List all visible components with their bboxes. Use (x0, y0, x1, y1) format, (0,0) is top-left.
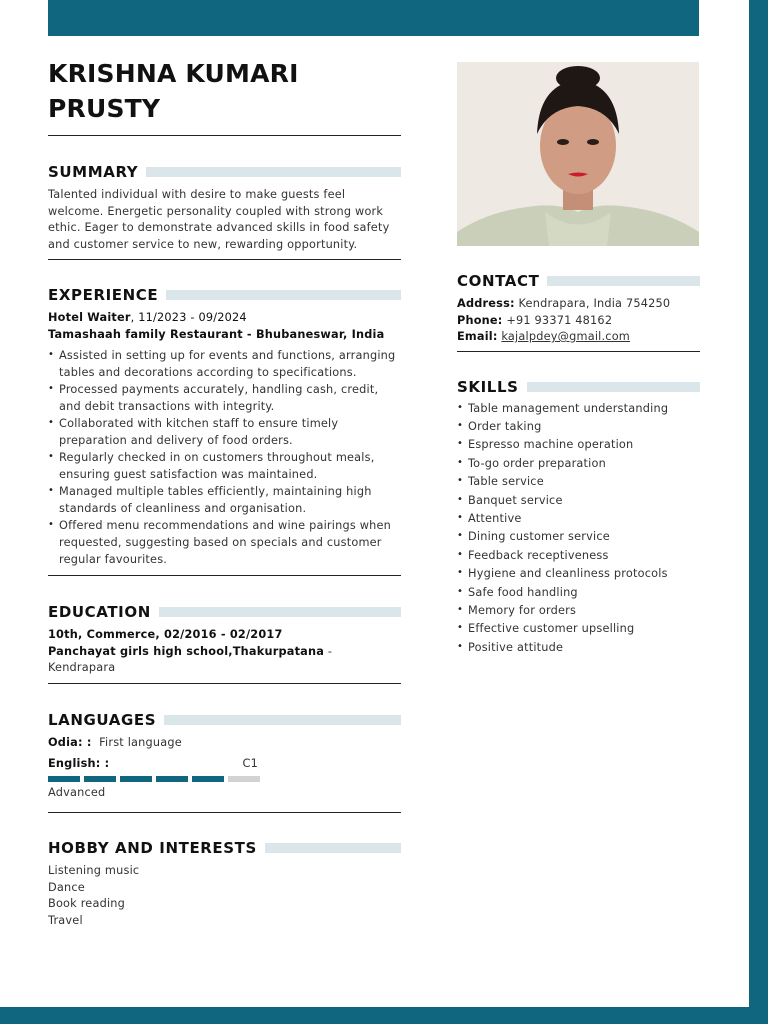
top-accent-bar (48, 0, 699, 36)
list-item: • Regularly checked in on customers throughout meals, ensuring guest satisfaction was maintained. (48, 449, 401, 483)
contact-phone (457, 313, 700, 330)
profile-photo (457, 62, 699, 246)
hobbies-header-line (265, 843, 401, 853)
summary-header (48, 163, 401, 181)
list-item: • Effective customer upselling (457, 620, 700, 638)
languages-header (48, 711, 401, 729)
list-item: Book reading (48, 897, 126, 910)
contact-title: CONTACT (457, 272, 540, 290)
list-item: • Attentive (457, 510, 700, 528)
summary-section (48, 163, 401, 253)
list-item: Dance (48, 880, 85, 894)
list-item: • Table service (457, 473, 700, 491)
english-label: English: : (48, 757, 110, 770)
list-item: Listening music (48, 864, 140, 877)
address-label: Address: (457, 297, 515, 310)
proficiency-segment-filled (48, 776, 80, 782)
skills-header-line (527, 382, 700, 392)
proficiency-segment-filled (120, 776, 152, 782)
job-dates: , 11/2023 - 09/2024 (130, 311, 247, 324)
summary-title: SUMMARY (48, 163, 139, 181)
skills-list (457, 400, 700, 658)
left-column (48, 56, 401, 929)
skills-title: SKILLS (457, 377, 519, 396)
odia-level: First language (99, 735, 182, 749)
list-item: • Positive attitude (457, 639, 700, 657)
contact-section (457, 272, 700, 346)
languages-header-line (164, 715, 401, 725)
contact-divider (457, 351, 700, 352)
languages-section (48, 711, 401, 802)
field-dates: , Commerce, 02/2016 - 02/2017 (77, 628, 283, 641)
education-title: EDUCATION (48, 603, 151, 621)
school-location-sep: - (324, 644, 333, 658)
hobbies-section (48, 839, 401, 929)
right-accent-bar (749, 0, 768, 1024)
email-link[interactable]: kajalpdey@gmail.com (501, 330, 631, 343)
language-odia (48, 735, 401, 752)
summary-text: Talented individual with desire to make guests feel welcome. Energetic personality coupled with strong work ethic. Eager to demonstrate advanced skills in food safety and customer service to new, rewarding opportunity. (48, 188, 390, 251)
list-item: • Processed payments accurately, handling cash, credit, and debit transactions with integrity. (48, 381, 401, 415)
list-item: • Assisted in setting up for events and functions, arranging tables and decorations according to specifications. (48, 347, 401, 381)
education-heading (48, 627, 401, 644)
language-english (48, 756, 258, 773)
odia-label: Odia: : (48, 735, 92, 749)
school-line (48, 644, 401, 661)
list-item: • To-go order preparation (457, 455, 700, 473)
list-item: • Espresso machine operation (457, 436, 700, 454)
languages-title: LANGUAGES (48, 710, 157, 729)
education-header (48, 603, 401, 621)
name-line-1: KRISHNA KUMARI (48, 59, 299, 88)
experience-header (48, 286, 401, 304)
contact-header-line (547, 276, 700, 286)
list-item: • Dining customer service (457, 528, 700, 546)
english-level: Advanced (48, 785, 106, 799)
proficiency-segment-filled (84, 776, 116, 782)
list-item: Travel (48, 913, 83, 927)
education-section (48, 603, 401, 677)
list-item: • Table management understanding (457, 400, 700, 418)
list-item: • Safe food handling (457, 584, 700, 602)
contact-address (457, 296, 700, 313)
hobbies-title: HOBBY AND INTERESTS (48, 839, 257, 857)
experience-title: EXPERIENCE (48, 286, 159, 304)
employer: Tamashaah family Restaurant - Bhubaneswar, India (48, 327, 385, 341)
email-label: Email: (457, 330, 498, 343)
candidate-name (48, 56, 401, 126)
name-line-2: PRUSTY (48, 94, 161, 123)
hobbies-header (48, 839, 401, 857)
english-code: C1 (242, 757, 258, 770)
address-value: Kendrapara, India 754250 (518, 297, 671, 310)
list-item: • Collaborated with kitchen staff to ensure timely preparation and delivery of food orders. (48, 415, 401, 449)
education-divider (48, 683, 401, 684)
skills-section (457, 378, 700, 658)
english-proficiency-bar (48, 776, 401, 782)
list-item: • Banquet service (457, 492, 700, 510)
proficiency-segment-filled (192, 776, 224, 782)
degree: 10th (48, 628, 78, 641)
education-header-line (159, 607, 401, 617)
school-name: Panchayat girls high school,Thakurpatana (48, 644, 325, 658)
bottom-accent-bar (0, 1007, 768, 1024)
list-item: • Managed multiple tables efficiently, maintaining high standards of cleanliness and organisation. (48, 483, 401, 517)
list-item: • Feedback receptiveness (457, 547, 700, 565)
languages-divider (48, 812, 401, 813)
list-item: • Order taking (457, 418, 700, 436)
contact-header (457, 272, 700, 290)
skills-header (457, 378, 700, 396)
proficiency-segment-empty (228, 776, 260, 782)
phone-label: Phone: (457, 313, 503, 327)
contact-email (457, 329, 700, 346)
job-title: Hotel Waiter (48, 311, 131, 324)
list-item: • Hygiene and cleanliness protocols (457, 565, 700, 583)
proficiency-segment-filled (156, 776, 188, 782)
experience-bullets (48, 347, 401, 568)
list-item: • Memory for orders (457, 602, 700, 620)
phone-value: +91 93371 48162 (506, 313, 613, 327)
school-location: Kendrapara (48, 661, 116, 674)
experience-divider (48, 575, 401, 576)
right-column (457, 62, 700, 657)
summary-divider (48, 259, 401, 260)
summary-header-line (146, 167, 401, 177)
profile-photo-illustration (457, 62, 699, 246)
experience-header-line (166, 290, 401, 300)
list-item: • Offered menu recommendations and wine pairings when requested, suggesting based on specials and customer regular favourites. (48, 517, 401, 568)
job-heading (48, 310, 401, 327)
experience-section (48, 286, 401, 568)
name-divider (48, 135, 401, 136)
